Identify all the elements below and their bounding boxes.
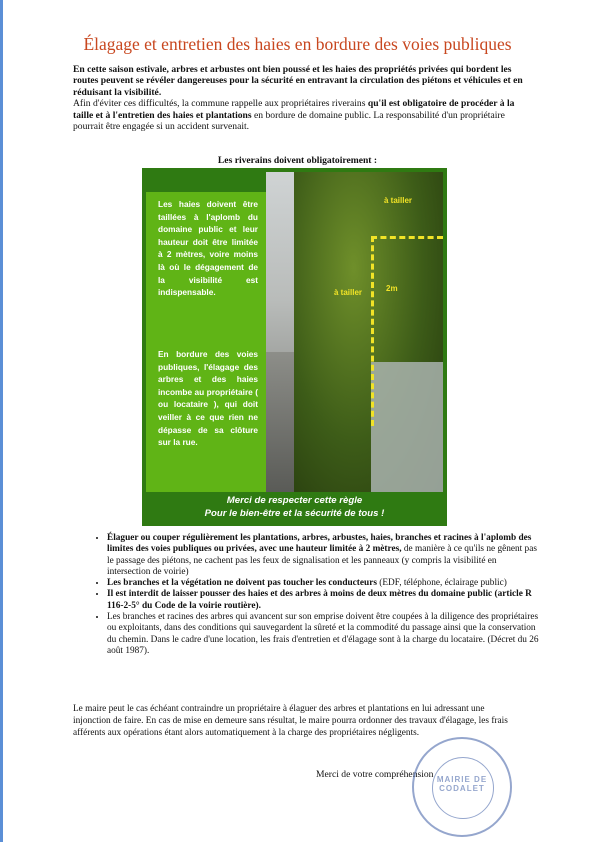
intro-text-end: en bordure de domaine public. La responsabilité d'un propriétaire pourrait être engagée si un accident survenait.: [73, 109, 505, 133]
list-item: • Les branches et racines des arbres qui avancent sur son emprise doivent être coupées à la diligence des propriétaires ou exploitants, dans des conditions qui sauvegardent la sûreté et la commodité du passage ainsi que la conservation du chemin. Dans le cadre d'une location, les frais d'entretien et d'élagage sont à la charge du locataire. (Décret du 26 août 1987).: [107, 612, 539, 657]
hedge-photo: [266, 172, 443, 492]
intro-paragraph: [73, 98, 523, 132]
page-edge-line: [0, 0, 3, 842]
intro-section: [73, 64, 523, 132]
cut-side-label: à tailler: [334, 288, 363, 297]
page-title: Élagage et entretien des haies en bordure des voies publiques: [83, 34, 512, 54]
poster-footer-line2: Pour le bien-être et la sécurité de tous !: [204, 508, 385, 519]
height-label: 2m: [386, 284, 398, 293]
poster-rule-text: Les haies doivent être taillées à l'aplomb du domaine public et leur hauteur doit être limitée à 2 mètres, voire moins là où le dégagement de la visibilité est indispensable.: [158, 199, 258, 298]
fence-image: [371, 362, 443, 492]
poster-footer: [142, 494, 447, 520]
top-marker-line: [371, 236, 443, 239]
cut-top-label: à tailler: [384, 196, 413, 205]
poster-footer-line1: Merci de respecter cette règle: [226, 495, 363, 506]
info-poster: [142, 168, 447, 526]
list-item: • Les branches et la végétation ne doivent pas toucher les conducteurs (EDF, téléphone, éclairage public): [107, 578, 539, 589]
subheading: Les riverains doivent obligatoirement :: [217, 155, 378, 166]
list-item: • Il est interdit de laisser pousser des haies et des arbres à moins de deux mètres du domaine public (article R 116-2-5° du Code de la voirie routière).: [107, 589, 539, 612]
stamp-text: MAIRIE DE CODALET: [436, 775, 488, 793]
height-marker-line: [371, 236, 374, 426]
obligations-list: [92, 533, 539, 657]
intro-bold-paragraph: En cette saison estivale, arbres et arbustes ont bien poussé et les haies des propriétés privées qui bordent les routes peuvent se révéler dangereuses pour la sécurité en entravant la circulation des piétons et véhicules et en réduisant la visibilité.: [73, 64, 523, 98]
thanks-text: Merci de votre compréhension: [316, 769, 434, 780]
intro-text-bold: qu'il est obligatoire de procéder à la taille et à l'entretien des haies et plantations: [73, 98, 515, 121]
closing-paragraph: Le maire peut le cas échéant contraindre un propriétaire à élaguer des arbres et plantations en lui adressant une injonction de faire. En cas de mise en demeure sans résultat, le maire pourra ordonner des travaux d'élagage, les frais afférents aux opérations étant alors automatiquement à la charge des propriétaires négligents.: [73, 704, 508, 738]
intro-text-start: Afin d'éviter ces difficultés, la commune rappelle aux propriétaires riverains: [73, 98, 368, 110]
poster-owner-text: En bordure des voies publiques, l'élagage des arbres et des haies incombe au propriétaire ( ou locataire ), qui doit veiller à ce que rien ne dépasse de sa clôture sur la rue.: [158, 349, 258, 448]
list-item: • Élaguer ou couper régulièrement les plantations, arbres, arbustes, haies, branches et racines à l'aplomb des limites des voies publiques ou privées, avec une hauteur limitée à 2 mètres, de manière à ce qu'ils ne gênent pas le passage des piétons, ne cachent pas les feux de signalisation et les panneaux (y compris la visibilité en intersection de voirie): [107, 533, 539, 578]
town-stamp: [412, 737, 512, 837]
